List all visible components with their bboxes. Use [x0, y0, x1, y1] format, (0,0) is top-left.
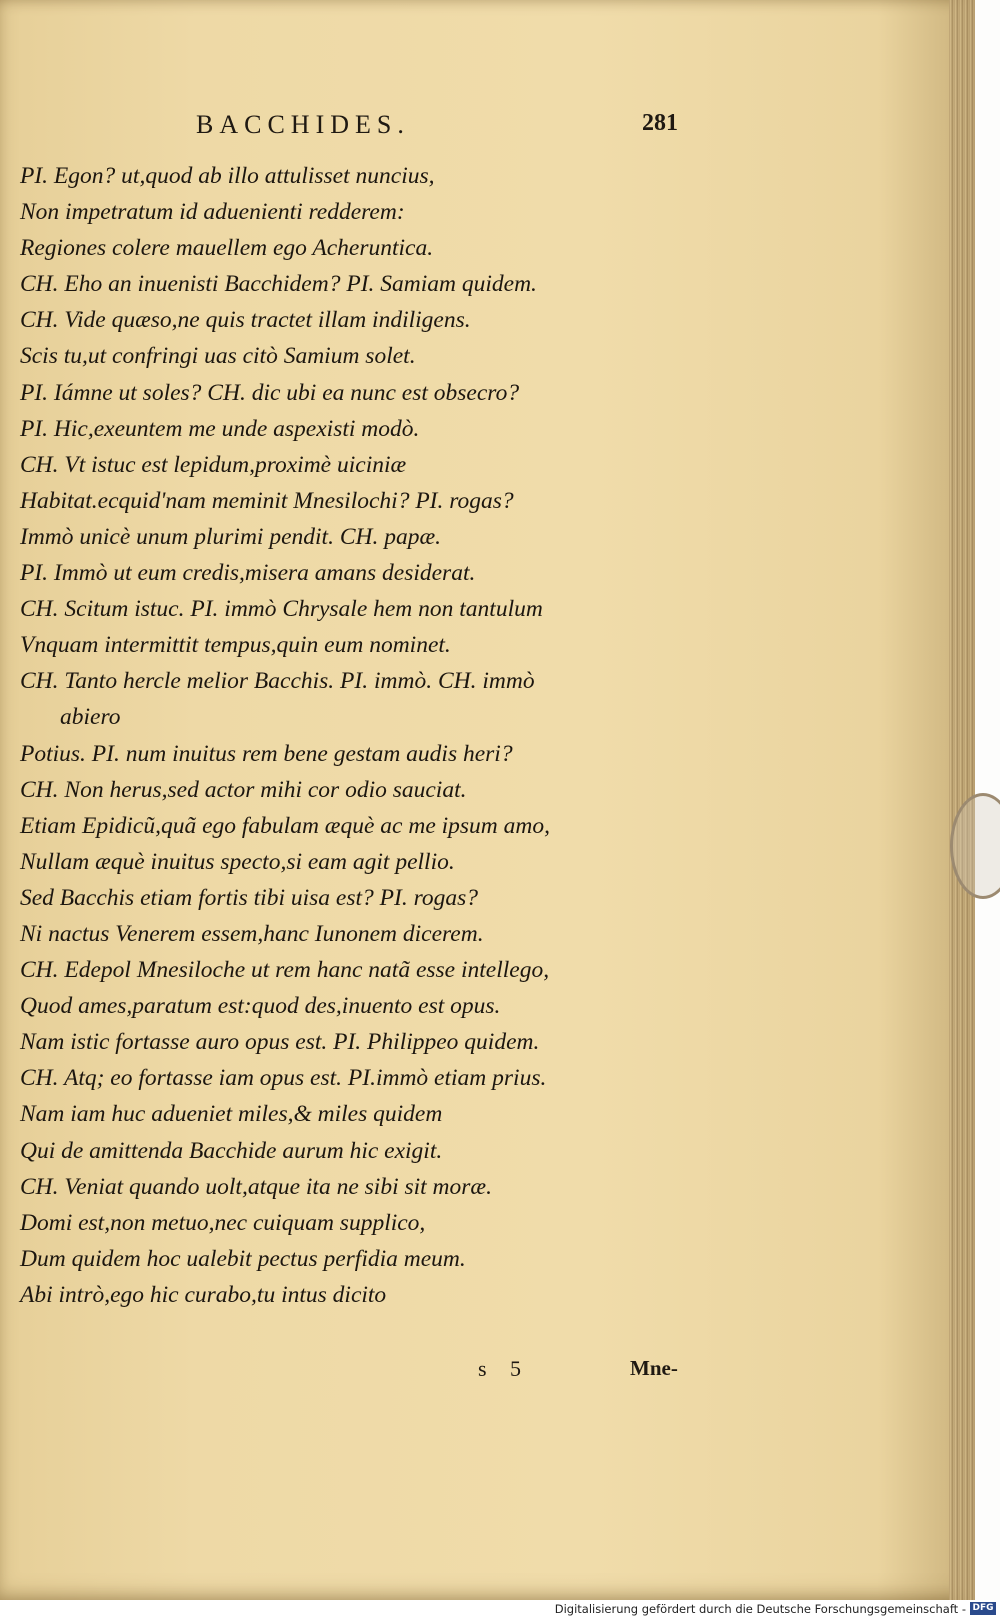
text-line: Ni nactus Venerem essem,hanc Iunonem dicerem.	[20, 920, 484, 947]
dfg-logo-icon: DFG	[970, 1602, 996, 1615]
text-line: Potius. PI. num inuitus rem bene gestam audis heri?	[20, 740, 513, 767]
page-header	[0, 110, 975, 150]
text-line: PI. Iámne ut soles? CH. dic ubi ea nunc est obsecro?	[20, 379, 520, 406]
text-line: Qui de amittenda Bacchide aurum hic exigit.	[20, 1137, 443, 1164]
text-line: Nam istic fortasse auro opus est. PI. Philippeo quidem.	[20, 1029, 540, 1056]
funding-note: Digitalisierung gefördert durch die Deutsche Forschungsgemeinschaft -	[554, 1602, 966, 1616]
text-line: Etiam Epidicũ,quã ego fabulam æquè ac me ipsum amo,	[20, 812, 550, 839]
text-line: CH. Atq; eo fortasse iam opus est. PI.immò etiam prius.	[20, 1065, 547, 1092]
text-line: CH. Vide quæso,ne quis tractet illam indiligens.	[20, 307, 471, 334]
text-line: CH. Edepol Mnesiloche ut rem hanc natã esse intellego,	[20, 957, 550, 984]
signature-mark: s 5	[478, 1356, 522, 1381]
text-line: PI. Egon? ut,quod ab illo attulisset nuncius,	[20, 163, 435, 189]
text-line: Nullam æquè inuitus specto,si eam agit pellio.	[20, 848, 455, 875]
text-line: Vnquam intermittit tempus,quin eum nominet.	[20, 632, 451, 659]
page-number: 281	[642, 110, 678, 136]
text-line: Immò unicè unum plurimi pendit. CH. papæ.	[20, 523, 442, 550]
text-line: Nam iam huc adueniet miles,& miles quidem	[20, 1101, 443, 1128]
text-block	[20, 158, 710, 1313]
catchword: Mne-	[630, 1356, 678, 1380]
text-line: PI. Hic,exeuntem me unde aspexisti modò.	[20, 415, 420, 442]
text-line: CH. Non herus,sed actor mihi cor odio sauciat.	[20, 776, 467, 803]
text-line: Non impetratum id aduenienti redderem:	[20, 199, 405, 226]
text-line: CH. Scitum istuc. PI. immò Chrysale hem non tantulum	[20, 596, 543, 623]
text-line: PI. Immò ut eum credis,misera amans desiderat.	[20, 560, 476, 587]
text-line: Habitat.ecquid'nam meminit Mnesilochi? PI. rogas?	[20, 487, 514, 514]
text-line: CH. Eho an inuenisti Bacchidem? PI. Samiam quidem.	[20, 271, 537, 298]
text-line: Sed Bacchis etiam fortis tibi uisa est? PI. rogas?	[20, 884, 478, 911]
running-title: BACCHIDES.	[196, 110, 410, 139]
text-line: Domi est,non metuo,nec cuiquam supplico,	[20, 1209, 426, 1236]
text-line: Dum quidem hoc ualebit pectus perfidia meum.	[20, 1245, 466, 1272]
page-footer	[0, 1356, 975, 1392]
text-line: Regiones colere mauellem ego Acheruntica.	[20, 235, 434, 262]
text-line: Scis tu,ut confringi uas citò Samium solet.	[20, 343, 416, 370]
text-line: CH. Vt istuc est lepidum,proximè uiciniæ	[20, 451, 407, 478]
text-line: CH. Tanto hercle melior Bacchis. PI. immò. CH. immò	[20, 668, 535, 695]
text-line: Abi intrò,ego hic curabo,tu intus dicito	[20, 1281, 387, 1308]
text-line: Quod ames,paratum est:quod des,inuento est opus.	[20, 993, 501, 1020]
text-line: CH. Veniat quando uolt,atque ita ne sibi sit moræ.	[20, 1173, 492, 1200]
text-line: abiero	[60, 704, 121, 731]
funding-stripe	[0, 1600, 1000, 1619]
